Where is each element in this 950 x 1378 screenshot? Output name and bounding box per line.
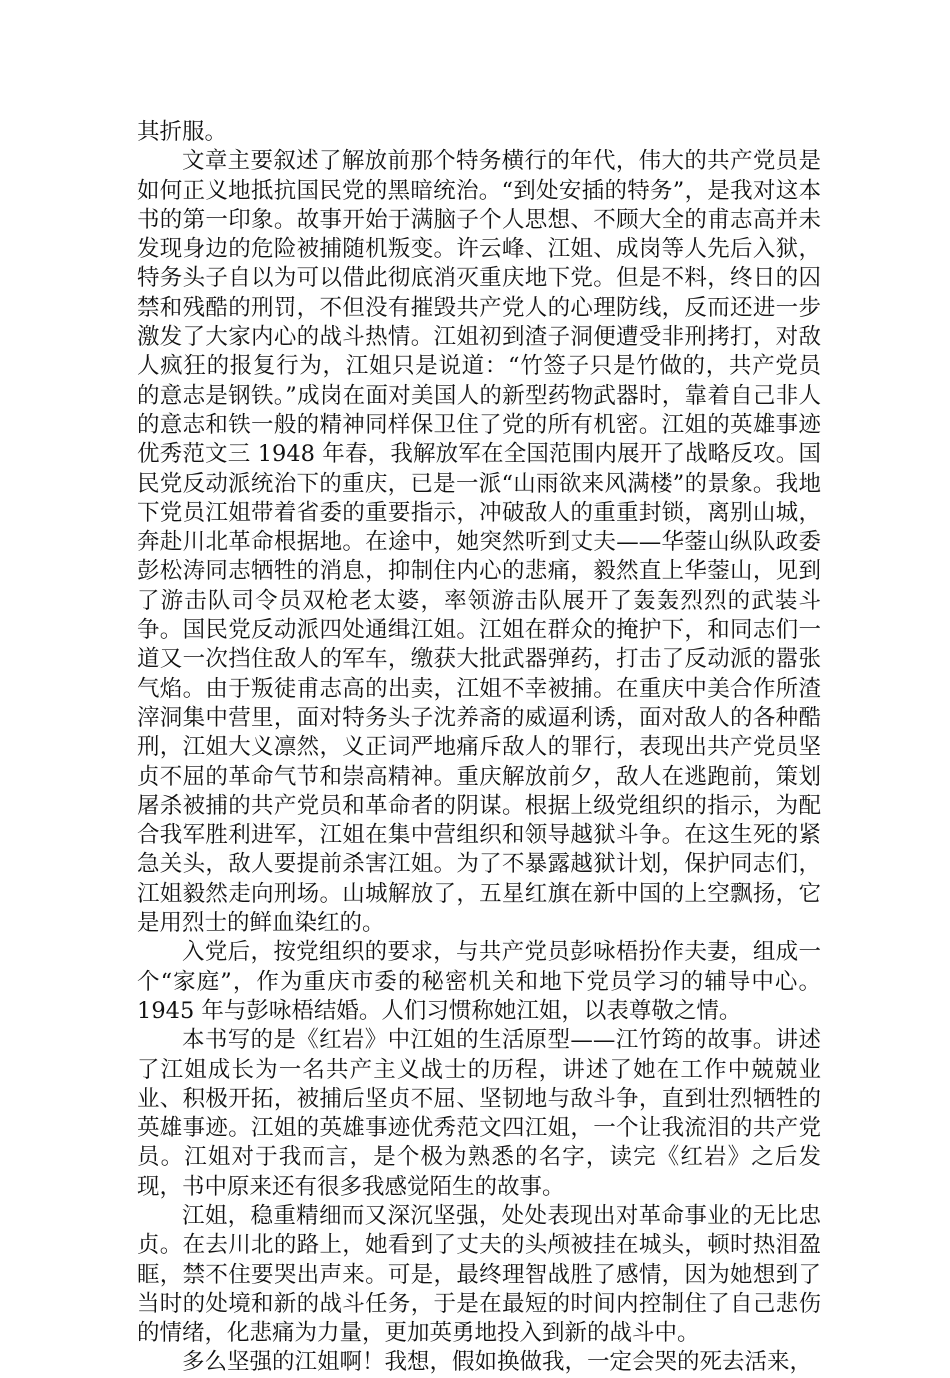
paragraph-character: 江姐，稳重精细而又深沉坚强，处处表现出对革命事业的无比忠贞。在去川北的路上，她看到了丈夫的头颅被挂在城头，顿时热泪盈眶，禁不住要哭出声来。可是，最终理智战胜了感情，因为她想到了当时的处境和新的战斗任务，于是在最短的时间内控制住了自己悲伤的情绪，化悲痛为力量，更加英勇地投入到新的战斗中。: [137, 1202, 821, 1347]
paragraph-continuation: 其折服。: [137, 119, 228, 145]
paragraph-joining-party: 入党后，按党组织的要求，与共产党员彭咏梧扮作夫妻，组成一个“家庭”，作为重庆市委的秘密机关和地下党员学习的辅导中心。1945 年与彭咏梧结婚。人们习惯称她江姐，以表尊敬之情。: [137, 939, 821, 1024]
paragraph-summary: 文章主要叙述了解放前那个特务横行的年代，伟大的共产党员是如何正义地抵抗国民党的黑暗统治。“到处安插的特务”，是我对这本书的第一印象。故事开始于满脑子个人思想、不顾大全的甫志高并未发现身边的危险被捕随机叛变。许云峰、江姐、成岗等人先后入狱，特务头子自以为可以借此彻底消灭重庆地下党。但是不料，终日的囚禁和残酷的刑罚，不但没有摧毁共产党人的心理防线，反而还进一步激发了大家内心的战斗热情。江姐初到渣子洞便遭受非刑拷打，对敌人疯狂的报复行为，江姐只是说道：“竹签子只是竹做的，共产党员的意志是钢铁。”成岗在面对美国人的新型药物武器时，靠着自己非人的意志和铁一般的精神同样保卫住了党的所有机密。江姐的英雄事迹优秀范文三 1948 年春，我解放军在全国范围内展开了战略反攻。国民党反动派统治下的重庆，已是一派“山雨欲来风满楼”的景象。我地下党员江姐带着省委的重要指示，冲破敌人的重重封锁，离别山城，奔赴川北革命根据地。在途中，她突然听到丈夫——华蓥山纵队政委彭松涛同志牺牲的消息，抑制住内心的悲痛，毅然直上华蓥山，见到了游击队司令员双枪老太婆，率领游击队展开了轰轰烈烈的武装斗争。国民党反动派四处通缉江姐。江姐在群众的掩护下，和同志们一道又一次挡住敌人的军车，缴获大批武器弹药，打击了反动派的嚣张气焰。由于叛徒甫志高的出卖，江姐不幸被捕。在重庆中美合作所渣滓洞集中营里，面对特务头子沈养斋的威逼利诱，面对敌人的各种酷刑，江姐大义凛然，义正词严地痛斥敌人的罪行，表现出共产党员坚贞不屈的革命气节和崇高精神。重庆解放前夕，敌人在逃跑前，策划屠杀被捕的共产党员和革命者的阴谋。根据上级党组织的指示，为配合我军胜利进军，江姐在集中营组织和领导越狱斗争。在这生死的紧急关头，敌人要提前杀害江姐。为了不暴露越狱计划，保护同志们，江姐毅然走向刑场。山城解放了，五星红旗在新中国的上空飘扬，它是用烈士的鲜血染红的。: [137, 148, 821, 937]
paragraph-reflection: 多么坚强的江姐啊！我想，假如换做我，一定会哭的死去活来，: [182, 1349, 813, 1376]
paragraph-book-intro: 本书写的是《红岩》中江姐的生活原型——江竹筠的故事。讲述了江姐成长为一名共产主义战士的历程，讲述了她在工作中兢兢业业、积极开拓，被捕后坚贞不屈、坚韧地与敌斗争，直到壮烈牺牲的英雄事迹。江姐的英雄事迹优秀范文四江姐，一个让我流泪的共产党员。江姐对于我而言，是个极为熟悉的名字，读完《红岩》之后发现，书中原来还有很多我感觉陌生的故事。: [137, 1027, 821, 1200]
document-body: [137, 118, 821, 1378]
